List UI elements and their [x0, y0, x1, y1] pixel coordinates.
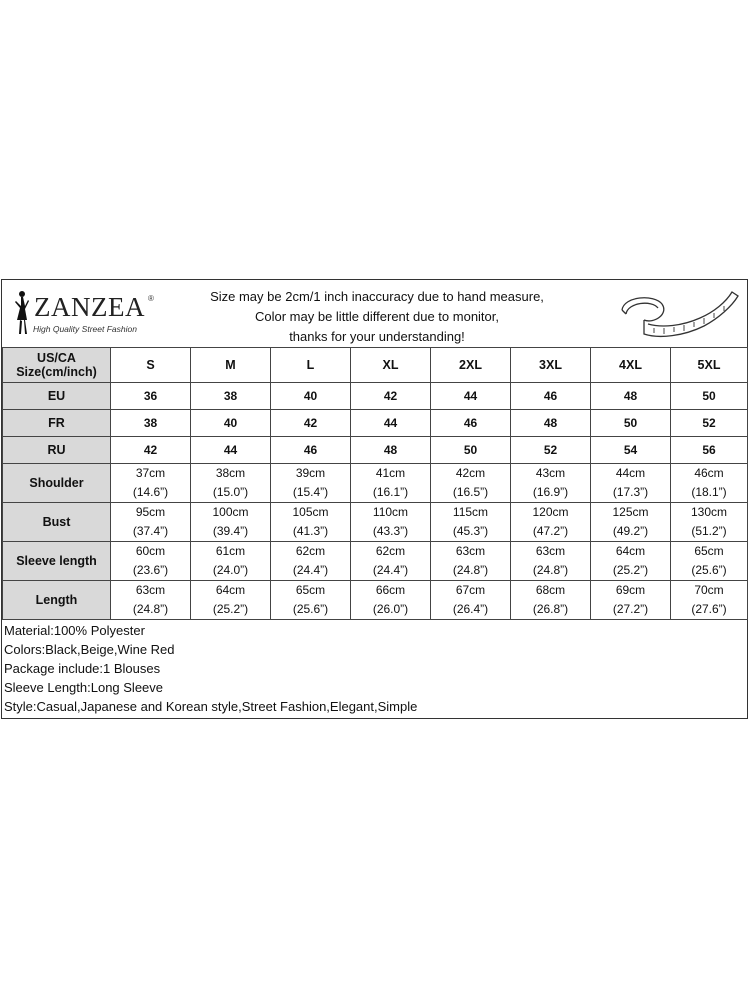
notice-line: Color may be little different due to monitor, [255, 309, 499, 324]
detail-line: Style:Casual,Japanese and Korean style,Street Fashion,Elegant,Simple [4, 699, 418, 714]
cm-value: 64cm [215, 583, 246, 597]
size-col-header: XL [351, 348, 431, 383]
table-row [3, 383, 748, 410]
inch-value: (49.2”) [612, 524, 649, 538]
table-cell [431, 542, 511, 581]
table-cell: 52 [671, 410, 748, 437]
table-cell: 36 [111, 383, 191, 410]
table-cell: 50 [431, 437, 511, 464]
inch-value: (16.5”) [452, 485, 489, 499]
cm-value: 41cm [375, 466, 406, 480]
inch-value: (18.1”) [691, 485, 727, 499]
cm-value: 100cm [212, 505, 249, 519]
inch-value: (16.9”) [532, 485, 569, 499]
table-cell [591, 464, 671, 503]
table-cell [351, 542, 431, 581]
corner-cell [3, 348, 111, 383]
detail-line: Sleeve Length:Long Sleeve [4, 680, 164, 695]
table-cell [431, 581, 511, 620]
row-label: RU [3, 437, 111, 464]
table-cell: 44 [351, 410, 431, 437]
cm-value: 64cm [615, 544, 646, 558]
table-cell [511, 503, 591, 542]
table-cell: 48 [351, 437, 431, 464]
table-cell: 44 [431, 383, 511, 410]
cm-value: 110cm [372, 505, 409, 519]
row-label: Length [3, 581, 111, 620]
inch-value: (14.6”) [132, 485, 169, 499]
table-cell [511, 581, 591, 620]
table-cell [671, 503, 748, 542]
inch-value: (24.8”) [532, 563, 569, 577]
cm-value: 65cm [694, 544, 724, 558]
table-row [3, 437, 748, 464]
corner-label: Size(cm/inch) [16, 365, 97, 379]
cm-value: 68cm [535, 583, 566, 597]
table-cell [111, 542, 191, 581]
table-cell [591, 503, 671, 542]
table-cell: 42 [271, 410, 351, 437]
size-col-header: M [191, 348, 271, 383]
measurement-notice [177, 287, 577, 347]
cm-value: 44cm [615, 466, 646, 480]
detail-line: Package include:1 Blouses [4, 661, 161, 676]
cm-value: 63cm [535, 544, 566, 558]
inch-value: (51.2”) [691, 524, 727, 538]
table-cell [271, 542, 351, 581]
cm-value: 105cm [292, 505, 329, 519]
table-cell: 50 [591, 410, 671, 437]
size-header-row [3, 348, 748, 383]
size-col-header: 5XL [671, 348, 748, 383]
table-cell [351, 581, 431, 620]
measuring-tape-icon [614, 284, 744, 344]
fashion-figure-icon [10, 290, 32, 336]
table-cell [111, 503, 191, 542]
inch-value: (25.6”) [292, 602, 329, 616]
table-cell: 38 [111, 410, 191, 437]
cm-value: 38cm [215, 466, 246, 480]
size-col-header: L [271, 348, 351, 383]
cm-value: 125cm [612, 505, 649, 519]
cm-value: 63cm [455, 544, 486, 558]
table-cell [191, 503, 271, 542]
cm-value: 130cm [690, 505, 728, 519]
inch-value: (15.0”) [212, 485, 249, 499]
row-label: EU [3, 383, 111, 410]
table-cell [191, 581, 271, 620]
inch-value: (24.4”) [372, 563, 409, 577]
table-row [3, 503, 748, 542]
table-cell [271, 464, 351, 503]
table-row [3, 542, 748, 581]
inch-value: (43.3”) [372, 524, 409, 538]
table-cell [591, 542, 671, 581]
cm-value: 39cm [295, 466, 326, 480]
inch-value: (27.6”) [691, 602, 727, 616]
inch-value: (15.4”) [292, 485, 329, 499]
inch-value: (45.3”) [452, 524, 489, 538]
table-cell: 46 [511, 383, 591, 410]
cm-value: 62cm [375, 544, 406, 558]
table-cell [511, 464, 591, 503]
inch-value: (26.0”) [372, 602, 409, 616]
notice-line: thanks for your understanding! [289, 329, 465, 344]
table-cell [431, 464, 511, 503]
inch-value: (27.2”) [612, 602, 649, 616]
chart-header [2, 280, 747, 347]
detail-line: Material:100% Polyester [4, 623, 145, 638]
inch-value: (24.8”) [452, 563, 489, 577]
table-cell: 50 [671, 383, 748, 410]
table-cell: 56 [671, 437, 748, 464]
inch-value: (26.8”) [532, 602, 569, 616]
row-label: FR [3, 410, 111, 437]
cm-value: 60cm [135, 544, 166, 558]
table-cell [111, 581, 191, 620]
table-cell: 44 [191, 437, 271, 464]
table-cell [271, 503, 351, 542]
product-details [4, 621, 417, 716]
row-label: Shoulder [3, 464, 111, 503]
size-col-header: 4XL [591, 348, 671, 383]
size-col-header: S [111, 348, 191, 383]
inch-value: (24.0”) [212, 563, 249, 577]
size-col-header: 3XL [511, 348, 591, 383]
size-table [2, 347, 748, 620]
brand-logo [8, 288, 168, 340]
inch-value: (26.4”) [452, 602, 489, 616]
table-cell [351, 464, 431, 503]
table-cell: 42 [351, 383, 431, 410]
cm-value: 115cm [452, 505, 489, 519]
inch-value: (24.8”) [132, 602, 169, 616]
table-cell: 40 [191, 410, 271, 437]
table-cell: 40 [271, 383, 351, 410]
cm-value: 43cm [535, 466, 566, 480]
table-cell: 54 [591, 437, 671, 464]
inch-value: (25.2”) [612, 563, 649, 577]
row-label: Bust [3, 503, 111, 542]
inch-value: (23.6”) [132, 563, 169, 577]
brand-tagline: High Quality Street Fashion [33, 324, 137, 334]
cm-value: 95cm [135, 505, 166, 519]
row-label: Sleeve length [3, 542, 111, 581]
inch-value: (17.3”) [612, 485, 649, 499]
cm-value: 66cm [375, 583, 406, 597]
table-row [3, 464, 748, 503]
cm-value: 46cm [694, 466, 724, 480]
cm-value: 69cm [615, 583, 646, 597]
table-cell: 48 [591, 383, 671, 410]
table-cell: 42 [111, 437, 191, 464]
cm-value: 62cm [295, 544, 326, 558]
cm-value: 63cm [135, 583, 166, 597]
size-col-header: 2XL [431, 348, 511, 383]
table-cell [671, 464, 748, 503]
table-cell [191, 464, 271, 503]
corner-label: US/CA [37, 351, 76, 365]
table-cell [111, 464, 191, 503]
cm-value: 61cm [215, 544, 246, 558]
table-cell [191, 542, 271, 581]
cm-value: 120cm [532, 505, 569, 519]
cm-value: 65cm [295, 583, 326, 597]
table-cell: 52 [511, 437, 591, 464]
cm-value: 37cm [135, 466, 166, 480]
size-chart-card [1, 279, 748, 719]
inch-value: (41.3”) [292, 524, 329, 538]
table-row [3, 581, 748, 620]
inch-value: (47.2”) [532, 524, 569, 538]
table-cell [431, 503, 511, 542]
table-cell [271, 581, 351, 620]
inch-value: (37.4”) [132, 524, 169, 538]
cm-value: 67cm [455, 583, 486, 597]
detail-line: Colors:Black,Beige,Wine Red [4, 642, 175, 657]
table-cell [671, 581, 748, 620]
inch-value: (39.4”) [212, 524, 249, 538]
table-cell [671, 542, 748, 581]
table-cell: 46 [271, 437, 351, 464]
registered-mark: ® [148, 294, 154, 303]
cm-value: 70cm [694, 583, 724, 597]
table-cell [351, 503, 431, 542]
notice-line: Size may be 2cm/1 inch inaccuracy due to hand measure, [210, 289, 544, 304]
table-cell: 46 [431, 410, 511, 437]
table-cell: 38 [191, 383, 271, 410]
inch-value: (25.2”) [212, 602, 249, 616]
inch-value: (25.6”) [691, 563, 727, 577]
table-cell [591, 581, 671, 620]
cm-value: 42cm [455, 466, 486, 480]
table-cell: 48 [511, 410, 591, 437]
brand-name: ZANZEA [34, 292, 145, 322]
inch-value: (16.1”) [372, 485, 409, 499]
table-row [3, 410, 748, 437]
inch-value: (24.4”) [292, 563, 329, 577]
table-cell [511, 542, 591, 581]
